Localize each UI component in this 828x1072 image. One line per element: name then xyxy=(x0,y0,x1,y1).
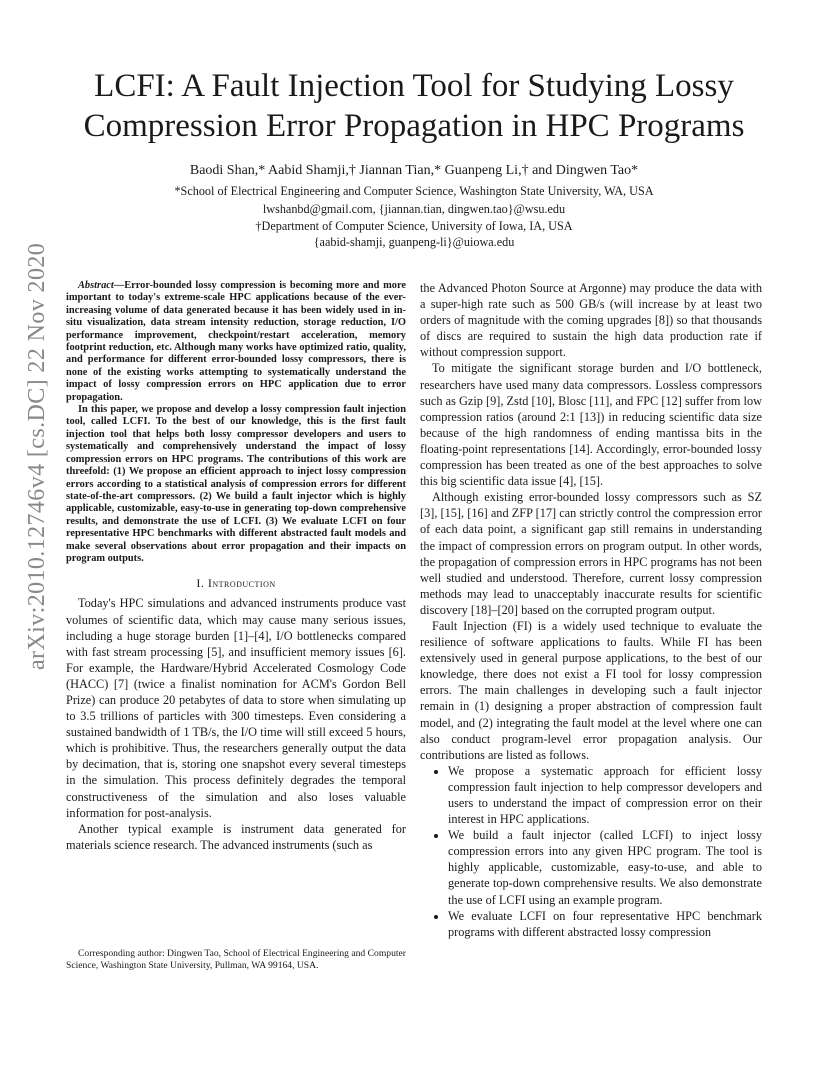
abstract-paragraph-1: —Error-bounded lossy compression is becoming more and more important to today's extreme-scale HPC applications because of the ever-increasing volume of data generated because it has been widely used in in-situ visualization, data stream intensity reduction, storage reduction, I/O performance improvement, checkpoint/restart acceleration, memory footprint reduction, etc. Although many works have optimized ratio, quality, and performance for different error-bounded lossy compressors, there is none of the existing works attempting to systematically understand the impact of lossy compression errors on HPC application due to error propagation. xyxy=(66,280,406,403)
list-item: • We evaluate LCFI on four representative HPC benchmark programs with different abstracted lossy compression xyxy=(448,908,762,940)
abstract xyxy=(66,280,406,565)
left-column xyxy=(66,280,406,853)
intro-paragraph-3: the Advanced Photon Source at Argonne) may produce the data with a super-high rate such as 500 GB/s (will increase by at least two orders of magnitude with the coming upgrades [8]) so that thousands of discs are required to sustain the high data production rate if without compression support. xyxy=(420,281,762,360)
intro-paragraph-2: Another typical example is instrument data generated for materials science research. The advanced instruments (such as xyxy=(66,821,406,852)
paper-title: LCFI: A Fault Injection Tool for Studying Lossy Compression Error Propagation in HPC Programs xyxy=(83,68,745,144)
right-column xyxy=(420,280,762,940)
email-line-2: {aabid-shamji, guanpeng-li}@uiowa.edu xyxy=(313,235,515,249)
intro-paragraph-5: Although existing error-bounded lossy compressors such as SZ [3], [15], [16] and ZFP [17] can strictly control the compression error of each data point, a significant gap still remains in understanding the impact of compression errors on program output. In other words, the propagation of compression errors in HPC programs has not been well studied and understood. Therefore, current lossy compression methods may lead to unacceptably inaccurate results for scientific discovery [18]–[20] based on the corrupted program output. xyxy=(420,490,762,617)
intro-paragraph-6: Fault Injection (FI) is a widely used technique to evaluate the resilience of software applications to faults. While FI has been extensively used in general purpose applications, to the best of our knowledge, there does not exist a FI tool for lossy compression errors. The main challenges in developing such a fault injector remain in (1) designing a proper abstraction of compression fault model, and (2) integrating the fault model at the level where one can also conduct program-level error propagation analysis. Our contributions are listed as follows. xyxy=(420,618,762,762)
footnote-text: Corresponding author: Dingwen Tao, School of Electrical Engineering and Computer Science, Washington State University, Pullman, WA 99164, USA. xyxy=(66,948,406,971)
email-line-1: lwshanbd@gmail.com, {jiannan.tian, dingwen.tao}@wsu.edu xyxy=(262,202,566,216)
abstract-label: Abstract xyxy=(78,280,114,291)
intro-paragraph-4: To mitigate the significant storage burden and I/O bottleneck, researchers have used many data compressors. Lossless compressors such as Gzip [9], Zstd [10], Blosc [11], and FPC [12] suffer from low compression ratios (around 2:1 [13]) in reducing scientific data size because of the high randomness of ending mantissa bits in the floating-point representations [14]. Accordingly, error-bounded lossy compression has been treated as one of the best approaches to solve this big scientific data issue [4], [15]. xyxy=(420,361,762,489)
affiliation-1: *School of Electrical Engineering and Computer Science, Washington State University, WA, USA xyxy=(174,184,654,198)
abstract-paragraph-2: In this paper, we propose and develop a lossy compression fault injection tool, called LCFI. To the best of our knowledge, this is the first fault injection tool that helps both lossy compressor developers and users to systematically and comprehensively understand the impact of lossy compression errors on HPC programs. The contributions of this work are threefold: (1) We propose an efficient approach to inject lossy compression errors according to a statistical analysis of compression errors for different state-of-the-art compressors. (2) We build a fault injector which is highly applicable, customizable, easy-to-use in generating top-down comprehensive results, and demonstrate the use of LCFI. (3) We evaluate LCFI on four representative HPC benchmarks with different abstracted fault models and make several observations about error propagation and their impacts on program outputs. xyxy=(66,404,406,564)
list-item: • We build a fault injector (called LCFI) to inject lossy compression errors into any given HPC program. The tool is highly applicable, customizable, easy-to-use, and able to generate top-down comprehensive results. We also demonstrate the use of LCFI using an example program. xyxy=(448,827,762,907)
author-list: Baodi Shan,* Aabid Shamji,† Jiannan Tian,* Guanpeng Li,† and Dingwen Tao* xyxy=(189,163,639,178)
intro-paragraph-1: Today's HPC simulations and advanced instruments produce vast volumes of scientific data, which may cause many serious issues, including a huge storage burden [1]–[4], I/O bottlenecks compared with fast stream processing [5], and insufficient memory issues [6]. For example, the Hardware/Hybrid Accelerated Cosmology Code (HACC) [7] (twice a finalist nomination for ACM's Gordon Bell Prize) can produce 20 petabytes of data to store when simulating up to 3.5 trillions of particles with 300 timesteps. Even considering a sustained bandwidth of 1 TB/s, the I/O time will still exceed 5 hours, which is prohibitive. Thus, the researchers generally output the data by decimation, that is, storing one snapshot every several timesteps in the simulation. This process definitely degrades the temporal constructiveness of the simulation and also loses valuable information for post-analysis. xyxy=(66,596,406,820)
list-item: • We propose a systematic approach for efficient lossy compression fault injection to help compressor developers and users to understand the impact of compression error on their interest in HPC applications. xyxy=(448,763,762,827)
contribution-list xyxy=(420,763,762,940)
arxiv-stamp: arXiv:2010.12746v4 [cs.DC] 22 Nov 2020 xyxy=(24,242,50,670)
footnote xyxy=(66,948,406,972)
affiliation-2: †Department of Computer Science, University of Iowa, IA, USA xyxy=(255,219,573,233)
section-heading-introduction: I. Introduction xyxy=(196,576,276,591)
